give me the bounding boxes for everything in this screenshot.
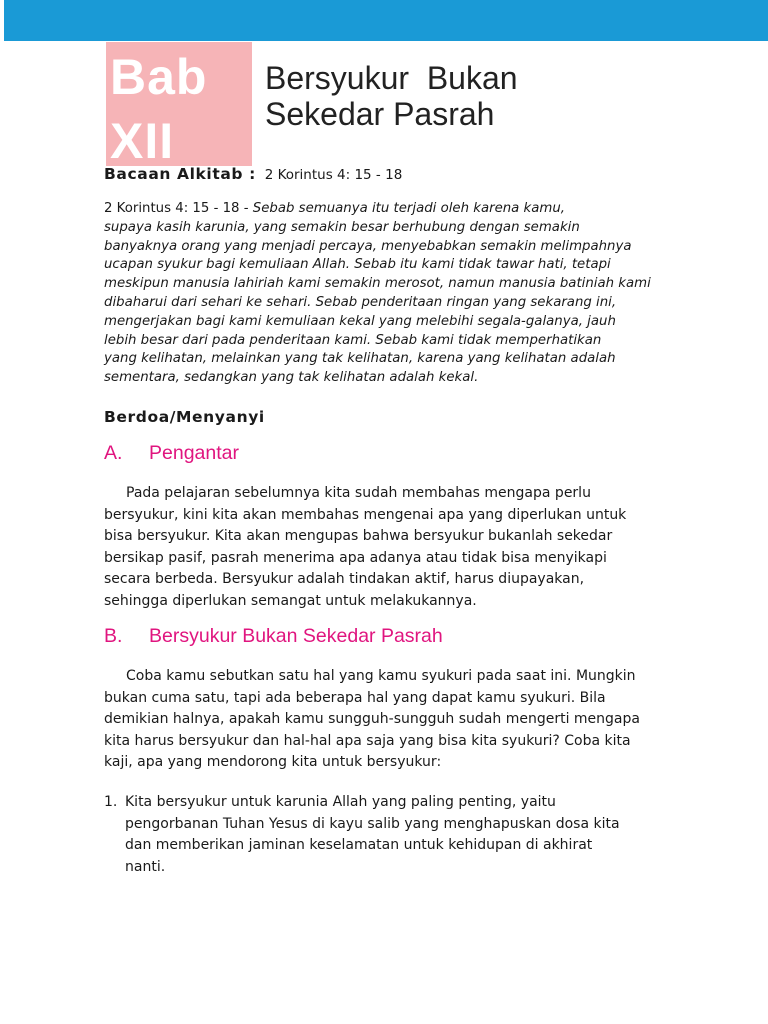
section-b-paragraph	[104, 666, 684, 774]
chapter-title-line: Bersyukur Bukan	[265, 60, 518, 96]
paragraph-line: kaji, apa yang mendorong kita untuk bersyukur:	[104, 754, 442, 771]
chapter-title-line: Sekedar Pasrah	[265, 96, 495, 132]
passage-text: Sebab semuanya itu terjadi oleh karena kamu,	[252, 201, 566, 216]
reading-reference	[104, 165, 402, 183]
numbered-list	[104, 792, 704, 878]
paragraph-line: secara berbeda. Bersyukur adalah tindakan aktif, harus diupayakan,	[104, 571, 585, 588]
passage-line: mengerjakan bagi kami kemuliaan kekal yang melebihi segala-galanya, jauh	[104, 313, 616, 329]
section-a-paragraph	[104, 483, 684, 613]
passage-line: yang kelihatan, melainkan yang tak kelihatan, karena yang kelihatan adalah	[104, 351, 616, 367]
paragraph-line: Pada pelajaran sebelumnya kita sudah membahas mengapa perlu	[126, 485, 591, 501]
list-item	[104, 792, 704, 878]
paragraph-line: bersikap pasif, pasrah menerima apa adanya atau tidak bisa menyikapi	[104, 549, 607, 566]
header-band	[4, 0, 768, 41]
passage-line: lebih besar dari pada penderitaan kami. Sebab kami tidak memperhatikan	[104, 332, 602, 348]
list-item-line: dan memberikan jaminan keselamatan untuk kehidupan di akhirat	[125, 837, 593, 854]
chapter-badge	[106, 42, 252, 166]
list-item-line: nanti.	[125, 858, 166, 875]
chapter-title	[265, 60, 745, 132]
paragraph-line: sehingga diperlukan semangat untuk melakukannya.	[104, 592, 477, 609]
chapter-word: Bab	[110, 49, 208, 105]
paragraph-line: Coba kamu sebutkan satu hal yang kamu syukuri pada saat ini. Mungkin	[126, 668, 636, 684]
passage-line: ucapan syukur bagi kemuliaan Allah. Sebab itu kami tidak tawar hati, tetapi	[104, 257, 611, 273]
chapter-number: XII	[110, 113, 175, 166]
section-title: Bersyukur Bukan Sekedar Pasrah	[149, 625, 443, 647]
passage-line: meskipun manusia lahiriah kami semakin merosot, namun manusia batiniah kami	[104, 276, 651, 292]
section-marker: B.	[104, 625, 123, 647]
list-number: 1.	[104, 794, 118, 810]
scripture-passage	[104, 200, 684, 388]
pray-heading: Berdoa/Menyanyi	[104, 408, 265, 426]
paragraph-line: demikian halnya, apakah kamu sungguh-sungguh sudah mengerti mengapa	[104, 711, 640, 728]
paragraph-line: bisa bersyukur. Kita akan mengupas bahwa bersyukur bukanlah sekedar	[104, 528, 613, 545]
paragraph-line: bukan cuma satu, tapi ada beberapa hal yang dapat kamu syukuri. Bila	[104, 689, 606, 706]
section-heading-a	[104, 442, 239, 465]
passage-line	[104, 200, 684, 219]
passage-line: supaya kasih karunia, yang semakin besar berhubung dengan semakin	[104, 219, 580, 235]
passage-line: banyaknya orang yang menjadi percaya, menyebabkan semakin melimpahnya	[104, 238, 632, 254]
passage-line: sementara, sedangkan yang tak kelihatan adalah kekal.	[104, 370, 479, 386]
paragraph-line: kita harus bersyukur dan hal-hal apa saja yang bisa kita syukuri? Coba kita	[104, 732, 631, 749]
reading-label: Bacaan Alkitab :	[104, 165, 256, 183]
paragraph-line: bersyukur, kini kita akan membahas mengenai apa yang diperlukan untuk	[104, 506, 627, 523]
section-marker: A.	[104, 442, 123, 464]
passage-ref: 2 Korintus 4: 15 - 18 -	[104, 201, 253, 216]
section-title: Pengantar	[149, 442, 239, 464]
section-heading-b	[104, 625, 443, 648]
passage-line: dibaharui dari sehari ke sehari. Sebab penderitaan ringan yang sekarang ini,	[104, 294, 617, 310]
list-item-line: pengorbanan Tuhan Yesus di kayu salib yang menghapuskan dosa kita	[125, 815, 620, 832]
reading-ref: 2 Korintus 4: 15 - 18	[264, 167, 403, 183]
list-item-line: Kita bersyukur untuk karunia Allah yang paling penting, yaitu	[125, 794, 556, 810]
